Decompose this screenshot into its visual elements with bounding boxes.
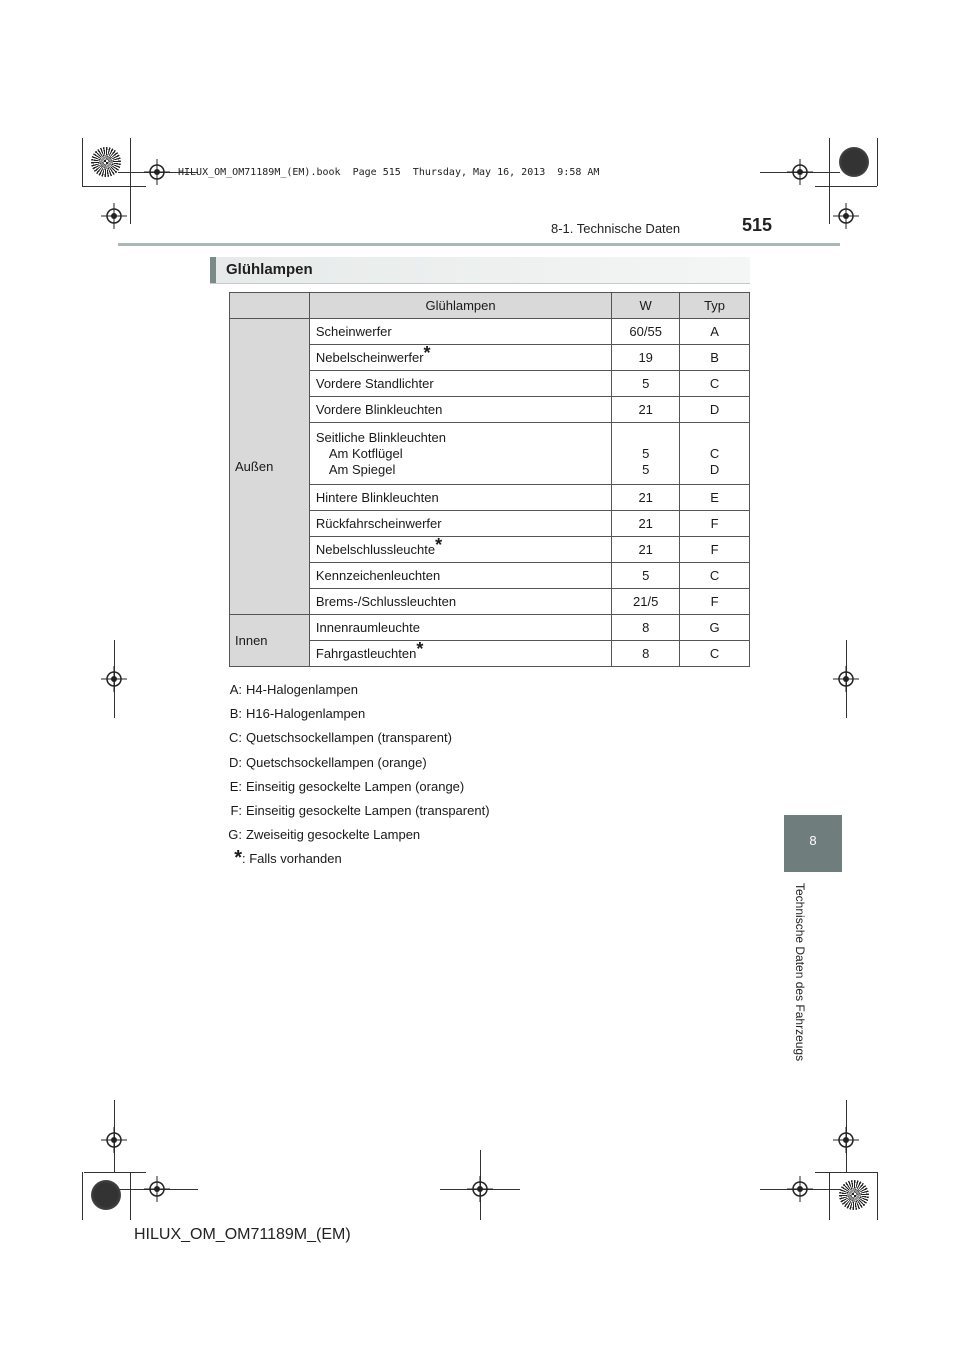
chapter-tab — [784, 815, 842, 872]
bulb-type: C — [680, 371, 750, 397]
section-title: 8-1. Technische Daten — [551, 221, 681, 236]
bulb-watt: 8 — [612, 615, 680, 641]
bulb-name: Seitliche Blinkleuchten Am Kotflügel Am Spiegel — [309, 423, 611, 485]
bulb-watt: 60/55 — [612, 319, 680, 345]
bulb-watt: 5 5 — [612, 423, 680, 485]
table-row — [230, 615, 750, 641]
header-bulbs: Glühlampen — [309, 293, 611, 319]
bulb-type: B — [680, 345, 750, 371]
footnote-star: * — [435, 534, 443, 555]
registration-crosshair-icon — [101, 666, 127, 692]
header-type: Typ — [680, 293, 750, 319]
starburst-calibration-icon — [839, 147, 869, 177]
registration-crosshair-icon — [101, 1127, 127, 1153]
bulb-name: Nebelscheinwerfer* — [309, 345, 611, 371]
registration-crosshair-icon — [144, 1176, 170, 1202]
bulb-type: A — [680, 319, 750, 345]
type-legend — [221, 682, 490, 876]
registration-crosshair-icon — [101, 203, 127, 229]
section-heading — [210, 257, 750, 284]
chapter-title-vertical: Technische Daten des Fahrzeugs — [793, 883, 807, 1062]
bulb-watt: 19 — [612, 345, 680, 371]
bulb-type: F — [680, 511, 750, 537]
bulb-type: F — [680, 589, 750, 615]
table-row — [230, 319, 750, 345]
bulb-type: C — [680, 641, 750, 667]
location-cell: Außen — [230, 319, 310, 615]
footer-doc-code: HILUX_OM_OM71189M_(EM) — [134, 1226, 351, 1243]
footnote: * : Falls vorhanden — [234, 847, 342, 870]
legend-item: C: Quetschsockellampen (transparent) — [229, 730, 452, 746]
bulb-type: E — [680, 485, 750, 511]
bulb-name: Nebelschlussleuchte* — [309, 537, 611, 563]
registration-crosshair-icon — [787, 1176, 813, 1202]
legend-item: B: H16-Halogenlampen — [229, 706, 366, 722]
legend-item: F: Einseitig gesockelte Lampen (transparent) — [230, 802, 490, 818]
legend-item: D: Quetschsockellampen (orange) — [229, 754, 427, 770]
header-watt: W — [612, 293, 680, 319]
footnote-star: * — [234, 847, 242, 870]
bulb-type: F — [680, 537, 750, 563]
bulb-watt: 21 — [612, 511, 680, 537]
bulb-table — [229, 292, 750, 667]
registration-crosshair-icon — [833, 1127, 859, 1153]
book-info-line: HILUX_OM_OM71189M_(EM).book Page 515 Thursday, May 16, 2013 9:58 AM — [178, 167, 600, 178]
chapter-number: 8 — [809, 833, 817, 848]
bulb-name: Hintere Blinkleuchten — [309, 485, 611, 511]
registration-crosshair-icon — [787, 159, 813, 185]
registration-crosshair-icon — [833, 203, 859, 229]
bulb-watt: 5 — [612, 371, 680, 397]
bulb-watt: 8 — [612, 641, 680, 667]
bulb-type: C — [680, 563, 750, 589]
starburst-calibration-icon — [91, 1180, 121, 1210]
bulb-name: Scheinwerfer — [309, 319, 611, 345]
bulb-name: Kennzeichenleuchten — [309, 563, 611, 589]
header-location — [230, 293, 310, 319]
bulb-watt: 21 — [612, 485, 680, 511]
bulb-watt: 21 — [612, 397, 680, 423]
location-cell: Innen — [230, 615, 310, 667]
bulb-name: Vordere Standlichter — [309, 371, 611, 397]
footnote-star: * — [423, 342, 431, 363]
bulb-watt: 21 — [612, 537, 680, 563]
starburst-calibration-icon — [91, 147, 121, 177]
footnote-star: * — [416, 638, 424, 659]
legend-item: A: H4-Halogenlampen — [229, 682, 359, 697]
bulb-type: C D — [680, 423, 750, 485]
registration-crosshair-icon — [833, 666, 859, 692]
bulb-watt: 21/5 — [612, 589, 680, 615]
registration-crosshair-icon — [144, 159, 170, 185]
bulb-type: D — [680, 397, 750, 423]
bulb-name: Innenraumleuchte — [309, 615, 611, 641]
starburst-calibration-icon — [839, 1180, 869, 1210]
section-heading-label: Glühlampen — [226, 261, 313, 278]
bulb-name: Brems-/Schlussleuchten — [309, 589, 611, 615]
bulb-name: Fahrgastleuchten* — [309, 641, 611, 667]
heading-accent — [210, 257, 216, 283]
legend-item: E: Einseitig gesockelte Lampen (orange) — [229, 778, 465, 794]
bulb-watt: 5 — [612, 563, 680, 589]
table-header-row — [230, 293, 750, 319]
registration-crosshair-icon — [467, 1176, 493, 1202]
bulb-name: Rückfahrscheinwerfer — [309, 511, 611, 537]
header-divider — [118, 243, 840, 246]
legend-item: G: Zweiseitig gesockelte Lampen — [228, 827, 421, 843]
bulb-type: G — [680, 615, 750, 641]
page-number: 515 — [742, 215, 773, 235]
bulb-name: Vordere Blinkleuchten — [309, 397, 611, 423]
